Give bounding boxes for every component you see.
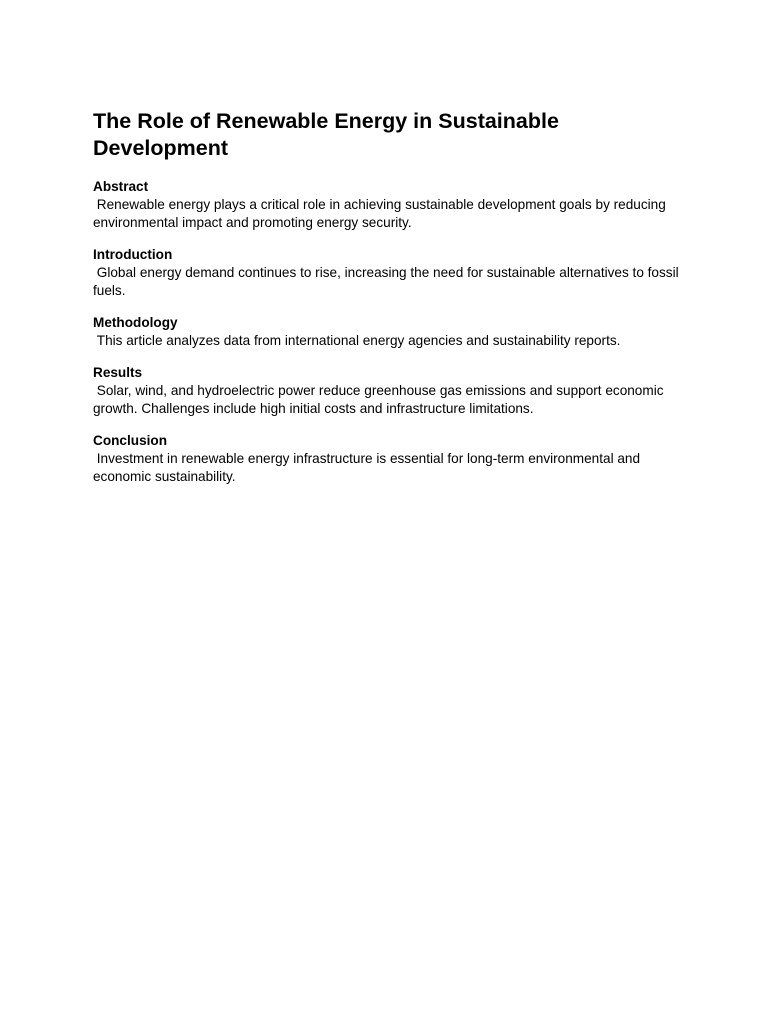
section-conclusion — [93, 432, 683, 486]
section-body: This article analyzes data from international energy agencies and sustainability reports. — [93, 333, 621, 348]
section-heading: Results — [93, 365, 143, 380]
section-heading: Abstract — [93, 179, 149, 194]
section-heading: Introduction — [93, 247, 173, 262]
section-body: Investment in renewable energy infrastructure is essential for long-term environmental and economic sustainability. — [93, 451, 644, 484]
section-body: Global energy demand continues to rise, increasing the need for sustainable alternatives to fossil fuels. — [93, 265, 683, 298]
section-heading: Methodology — [93, 315, 178, 330]
section-results — [93, 364, 683, 418]
section-abstract — [93, 178, 683, 232]
section-heading: Conclusion — [93, 433, 168, 448]
section-body: Renewable energy plays a critical role in achieving sustainable development goals by reducing environmental impact and promoting energy security. — [93, 197, 670, 230]
section-introduction — [93, 246, 683, 300]
document-title: The Role of Renewable Energy in Sustainable Development — [93, 109, 559, 160]
section-body: Solar, wind, and hydroelectric power reduce greenhouse gas emissions and support economic growth. Challenges include high initial costs and infrastructure limitations. — [93, 383, 668, 416]
document-page — [93, 108, 683, 500]
section-methodology — [93, 314, 683, 350]
